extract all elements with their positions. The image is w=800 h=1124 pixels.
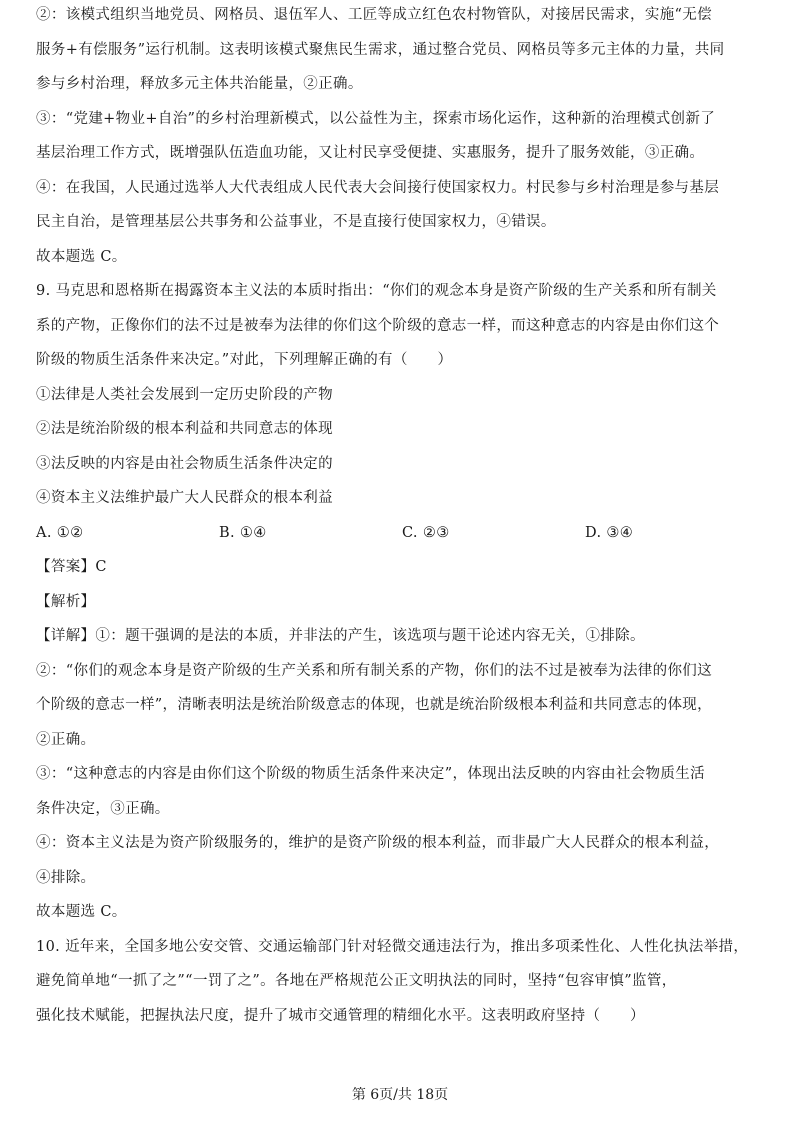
text-line-q10a: 10. 近年来，全国多地公安交管、交通运输部门针对轻微交通违法行为，推出多项柔性化、人性化执法举措， (36, 938, 749, 955)
text-line-q9c: 阶级的物质生活条件来决定。”对此，下列理解正确的有（ ） (36, 352, 453, 368)
text-line-s1: ①法律是人类社会发展到一定历史阶段的产物 (36, 386, 333, 403)
text-line-s3: ③法反映的内容是由社会物质生活条件决定的 (36, 455, 333, 472)
option-c: C. ②③ (402, 524, 450, 541)
text-line-l3: 参与乡村治理，释放多元主体共治能量，②正确。 (36, 76, 363, 92)
text-line-d1: 【详解】①：题干强调的是法的本质，并非法的产生，该选项与题干论述内容无关，①排除。 (36, 628, 645, 644)
text-line-q9a: 9. 马克思和恩格斯在揭露资本主义法的本质时指出：“你们的观念本身是资产阶级的生产关系和所有制关 (36, 283, 717, 299)
text-line-l4: ③：“党建+物业+自治”的乡村治理新模式，以公益性为主，探索市场化运作，这种新的治理模式创新了 (36, 110, 716, 127)
option-a: A. ①② (36, 524, 84, 541)
option-b: B. ①④ (219, 524, 267, 541)
text-line-d9: 故本题选 C。 (36, 904, 127, 920)
text-line-d2: ②：“你们的观念本身是资产阶级的生产关系和所有制关系的产物，你们的法不过是被奉为法律的你们这 (36, 662, 713, 679)
text-line-d5: ③：“这种意志的内容是由你们这个阶级的物质生活条件来决定”，体现出法反映的内容由社会物质生活 (36, 766, 705, 782)
answer-options (36, 524, 770, 543)
text-line-l1: ②：该模式组织当地党员、网格员、退伍军人、工匠等成立红色农村物管队，对接居民需求，实施“无偿 (36, 7, 713, 23)
text-line-l6: ④：在我国，人民通过选举人大代表组成人民代表大会间接行使国家权力。村民参与乡村治理是参与基层 (36, 179, 720, 196)
text-line-jx: 【解析】 (36, 593, 96, 610)
text-block-explanation (36, 558, 770, 1026)
text-line-l7: 民主自治，是管理基层公共事务和公益事业，不是直接行使国家权力，④错误。 (36, 214, 556, 230)
text-line-q10c: 强化技术赋能，把握执法尺度，提升了城市交通管理的精细化水平。这表明政府坚持（ ） (36, 1007, 645, 1024)
text-line-q10b: 避免简单地“一抓了之”“一罚了之”。各地在严格规范公正文明执法的同时，坚持“包容审慎”监管， (36, 973, 677, 989)
text-line-d4: ②正确。 (36, 731, 96, 748)
page-footer: 第 6页/共 18页 (351, 1087, 449, 1103)
text-line-s2: ②法是统治阶级的根本利益和共同意志的体现 (36, 421, 333, 437)
text-line-q9b: 系的产物，正像你们的法不过是被奉为法律的你们这个阶级的意志一样，而这种意志的内容是由你们这个 (36, 317, 720, 334)
text-line-s4: ④资本主义法维护最广大人民群众的根本利益 (36, 490, 333, 506)
option-d: D. ③④ (585, 524, 634, 541)
text-line-l5: 基层治理工作方式，既增强队伍造血功能，又让村民享受便捷、实惠服务，提升了服务效能，③正确。 (36, 145, 705, 161)
text-block-analysis (36, 6, 770, 508)
text-line-ans: 【答案】C (36, 559, 107, 575)
text-line-d8: ④排除。 (36, 869, 96, 886)
text-line-d7: ④：资本主义法是为资产阶级服务的，维护的是资产阶级的根本利益，而非最广大人民群众的根本利益， (36, 835, 720, 851)
page-content (36, 6, 770, 1041)
text-line-d3: 个阶级的意志一样”，清晰表明法是统治阶级意志的体现，也就是统治阶级根本利益和共同意志的体现， (36, 697, 713, 713)
text-line-l2: 服务+有偿服务”运行机制。这表明该模式聚焦民生需求，通过整合党员、网格员等多元主体的力量，共同 (36, 41, 725, 58)
text-line-l8: 故本题选 C。 (36, 248, 127, 265)
text-line-d6: 条件决定，③正确。 (36, 800, 170, 817)
